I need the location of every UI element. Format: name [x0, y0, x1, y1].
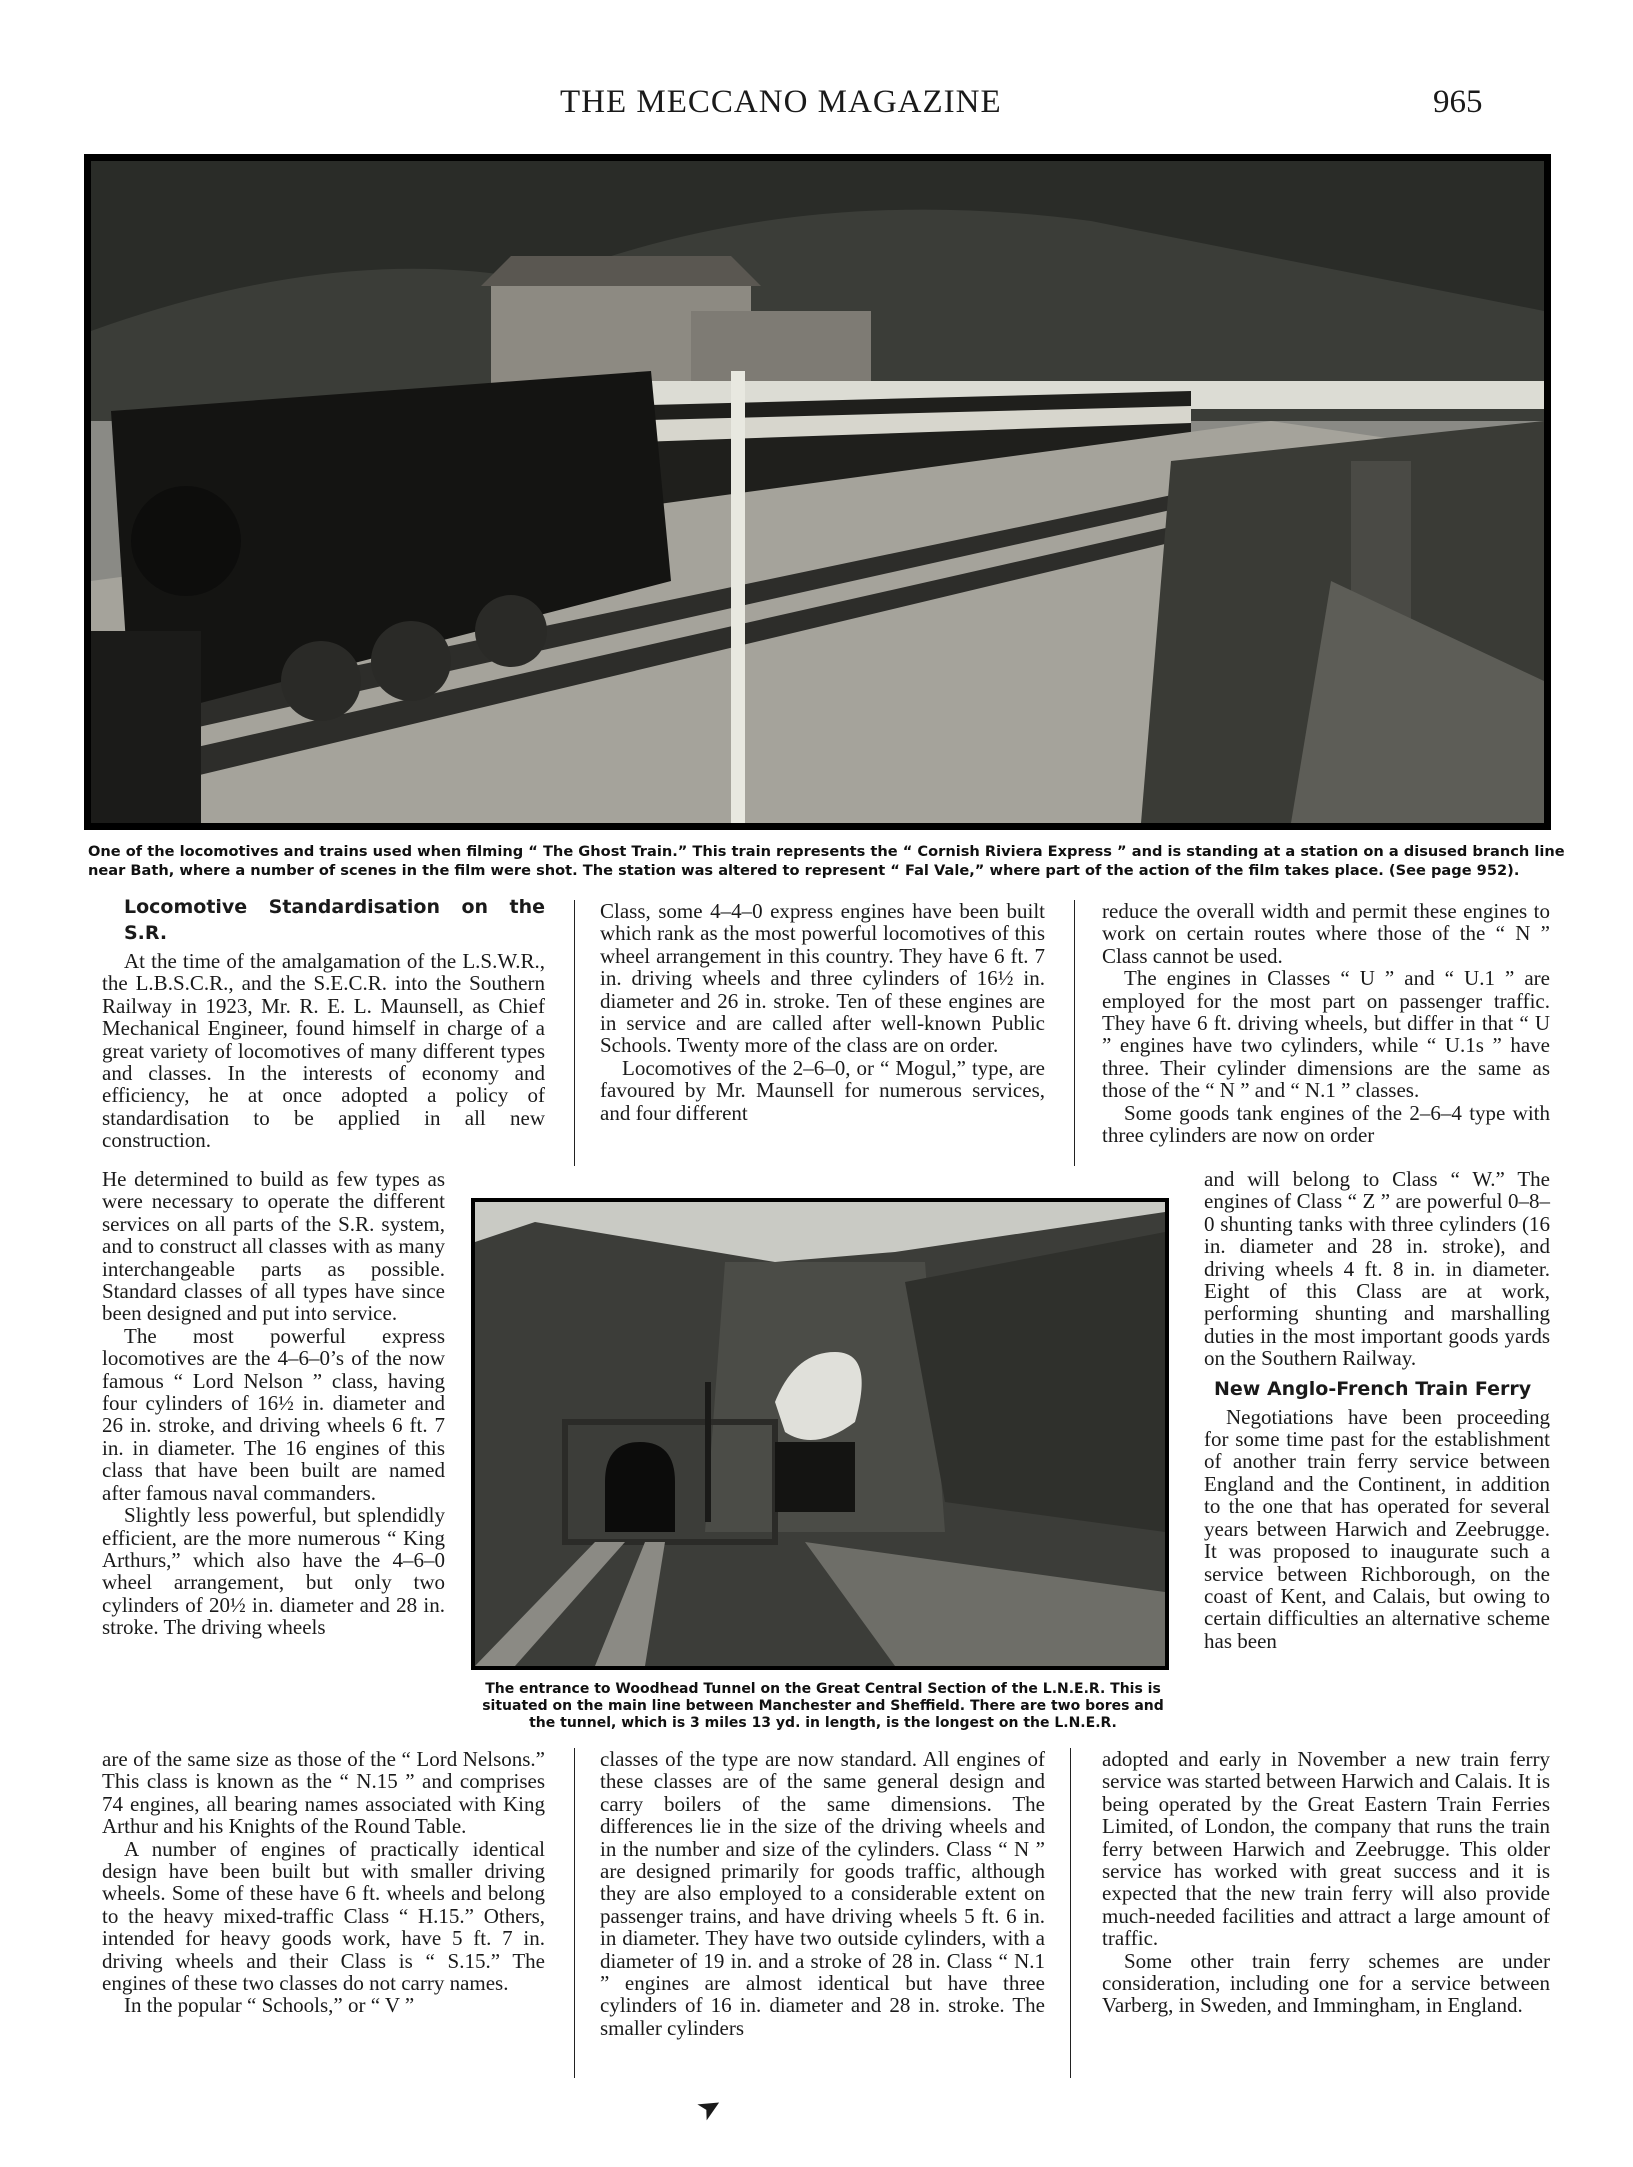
- paragraph: In the popular “ Schools,” or “ V ”: [124, 1993, 415, 2018]
- column-rule: [574, 1748, 575, 2078]
- middle-photo-caption-text: The entrance to Woodhead Tunnel on the Great Central Section of the L.N.E.R. This is situated on the main line between Manchester and Sheffield. There are two bores and the tunnel, which is 3 miles 13 yd. in length, is the longest on the L.N.E.R.: [482, 1681, 1164, 1731]
- paragraph: The most powerful express locomotives are the 4–6–0’s of the now famous “ Lord Nelson ” class, having four cylinders of 16½ in. diameter and 26 in. stroke, and driving wheels 6 ft. 7 in. in diameter. The 16 engines of this class that have been built are named after famous naval commanders.: [102, 1323, 445, 1505]
- paragraph: Class, some 4–4–0 express engines have been built which rank as the most powerful locomotives of this wheel arrangement in this country. They have 6 ft. 7 in. driving wheels and three cylinders of 16½ in. diameter and 26 in. stroke. Ten of these engines are in service and are called after well-known Public Schools. Twenty more of the class are on order.: [600, 899, 1045, 1058]
- top-photo-caption: [88, 842, 1565, 880]
- ghost-train-photo: [84, 154, 1551, 830]
- column-rule: [1070, 1748, 1071, 2078]
- article-column-2-bottom: [600, 1748, 1045, 2039]
- article-column-1-middle: [102, 1168, 445, 1639]
- article-column-3-top: [1102, 900, 1550, 1146]
- paragraph: At the time of the amalgamation of the L.S.W.R., the L.B.S.C.R., and the S.E.C.R. into the Southern Railway in 1923, Mr. R. E. L. Maunsell, as Chief Mechanical Engineer, found himself in charge of a great variety of locomotives of many different types and classes. In the interests of economy and efficiency, he at once adopted a policy of standardisation to be applied in all new construction.: [102, 949, 545, 1153]
- paragraph: Some other train ferry schemes are under consideration, including one for a service between Varberg, in Sweden, and Immingham, in England.: [1102, 1948, 1550, 2018]
- article-column-2-top: [600, 900, 1045, 1124]
- middle-photo-caption: [470, 1681, 1176, 1732]
- article-column-1-top: [102, 894, 545, 1152]
- top-photo-caption-line1: One of the locomotives and trains used when filming “ The Ghost Train.” This train represents the “ Cornish Riviera Express ” and is standing at a station on a disused branch line: [88, 843, 1565, 860]
- paragraph: adopted and early in November a new train ferry service was started between Harwich and Calais. It is being operated by the Great Eastern Train Ferries Limited, of London, the company that runs the train ferry between Harwich and Zeebrugge. This older service has worked with great success and it is expected that the new train ferry will also provide much-needed facilities and attract a large amount of traffic.: [1102, 1747, 1550, 1951]
- article-heading: Locomotive Standardisation on the S.R.: [124, 896, 545, 944]
- paragraph: classes of the type are now standard. All engines of these classes are of the same general design and carry boilers of the same dimensions. The differences lie in the size of the driving wheels and in the number and size of the cylinders. Class “ N ” are designed primarily for goods traffic, although they are also employed to a considerable extent on passenger trains, and have driving wheels 5 ft. 6 in. in diameter. They have two outside cylinders, with a diameter of 19 in. and a stroke of 28 in. Class “ N.1 ” engines are almost identical but have three cylinders of 16 in. diameter and 28 in. stroke. The smaller cylinders: [600, 1747, 1045, 2040]
- paragraph: Locomotives of the 2–6–0, or “ Mogul,” type, are favoured by Mr. Maunsell for numerous services, and four different: [600, 1055, 1045, 1125]
- top-photo-caption-line2: near Bath, where a number of scenes in the film were shot. The station was altered to represent “ Fal Vale,” where part of the action of the film takes place. (See page 952).: [88, 862, 1520, 879]
- article-column-3-middle: [1204, 1168, 1550, 1652]
- page-number: 965: [1433, 84, 1483, 120]
- paragraph: He determined to build as few types as were necessary to operate the different services on all parts of the S.R. system, and to construct all classes with as many interchangeable parts as possible. Standard classes of all types have since been designed and put into service.: [102, 1167, 445, 1326]
- column-rule: [1074, 900, 1075, 1166]
- paragraph: The engines in Classes “ U ” and “ U.1 ” are employed for the most part on passenger traffic. They have 6 ft. driving wheels, but differ in that “ U ” engines have two cylinders, while “ U.1s ” have three. Their cylinder dimensions are the same as those of the “ N ” and “ N.1 ” classes.: [1102, 966, 1550, 1103]
- paragraph: Slightly less powerful, but splendidly efficient, are the more numerous “ King Arthurs,” which also have the 4–6–0 wheel arrangement, but only two cylinders of 20½ in. diameter and 28 in. stroke. The driving wheels: [102, 1503, 445, 1640]
- paragraph: Negotiations have been proceeding for some time past for the establishment of another train ferry service between England and the Continent, in addition to the one that has operated for several years between Harwich and Zeebrugge. It was proposed to inaugurate such a service between Richborough, on the coast of Kent, and Calais, but owing to certain difficulties an alternative scheme has been: [1204, 1404, 1550, 1653]
- article-column-1-bottom: [102, 1748, 545, 2017]
- paragraph: reduce the overall width and permit these engines to work on certain routes where those of the “ N ” Class cannot be used.: [1102, 899, 1550, 968]
- paragraph: Some goods tank engines of the 2–6–4 type with three cylinders are now on order: [1102, 1100, 1550, 1148]
- printer-mark: ➤: [692, 2089, 727, 2127]
- woodhead-tunnel-photo: [471, 1198, 1169, 1670]
- paragraph: A number of engines of practically identical design have been built but with smaller driving wheels. Some of these have 6 ft. wheels and belong to the heavy mixed-traffic Class “ H.15.” Others, intended for heavy goods work, have 5 ft. 7 in. driving wheels and their Class is “ S.15.” The engines of these two classes do not carry names.: [102, 1836, 545, 1996]
- paragraph: are of the same size as those of the “ Lord Nelsons.” This class is known as the “ N.15 ” and comprises 74 engines, all bearing names associated with King Arthur and his Knights of the Round Table.: [102, 1747, 545, 1839]
- article-column-3-bottom: [1102, 1748, 1550, 2017]
- magazine-title: THE MECCANO MAGAZINE: [560, 84, 1002, 120]
- article-heading: New Anglo-French Train Ferry: [1214, 1377, 1532, 1400]
- column-rule: [574, 900, 575, 1166]
- paragraph: and will belong to Class “ W.” The engines of Class “ Z ” are powerful 0–8–0 shunting tanks with three cylinders (16 in. diameter and 28 in. stroke), and driving wheels 4 ft. 8 in. in diameter. Eight of this Class are at work, performing shunting and marshalling duties in the most important goods yards on the Southern Railway.: [1204, 1167, 1550, 1371]
